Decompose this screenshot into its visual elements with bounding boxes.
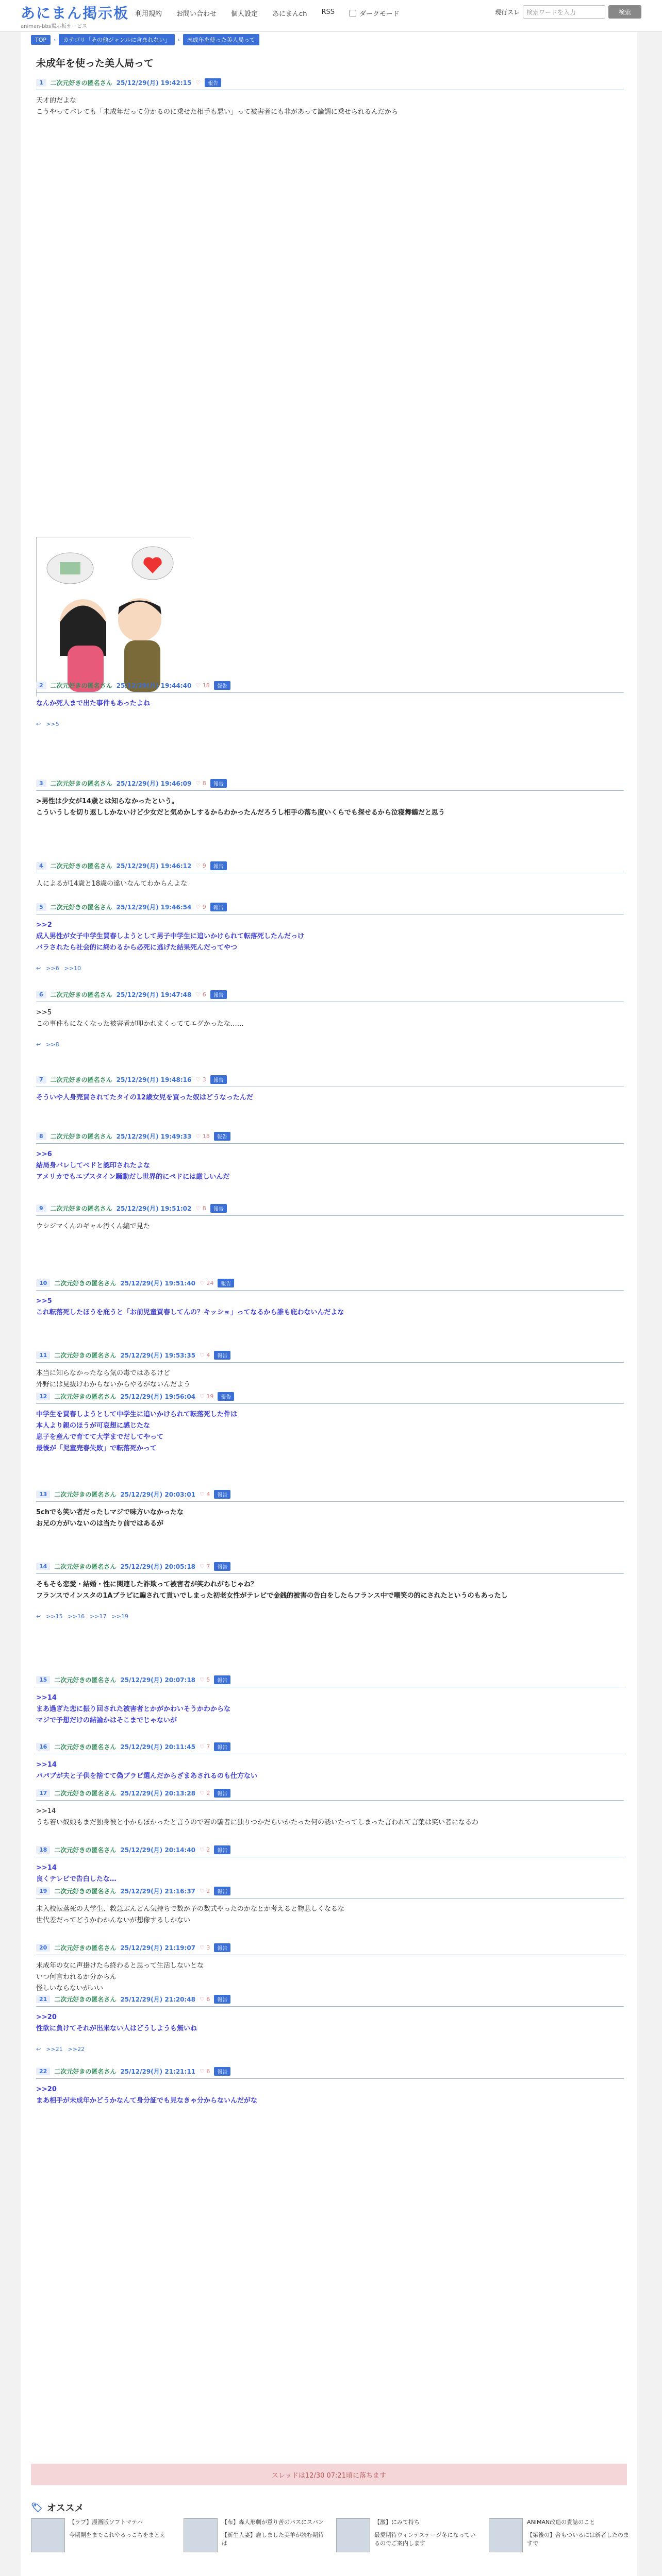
report-button[interactable]: 報告 <box>205 78 221 87</box>
like-button[interactable] <box>195 862 206 869</box>
post-number[interactable]: 15 <box>36 1676 50 1684</box>
post-body: なんか死人まで出た事件もあったよね <box>36 700 150 707</box>
nav-animanch[interactable]: あにまんch <box>272 10 307 18</box>
heart-icon[interactable]: ♡ <box>195 1205 203 1212</box>
post-header <box>36 1132 624 1144</box>
post <box>36 779 624 819</box>
report-button[interactable]: 報告 <box>214 1887 230 1895</box>
post-body: >>5 これ転落死したほうを庇うと「お前児童買春してんの？キッショ」ってなるから誰も庇わないんだよな <box>36 1297 344 1317</box>
report-button[interactable]: 報告 <box>210 861 227 870</box>
post-header <box>36 1490 624 1502</box>
post-date: 25/12/29(月) 20:05:18 <box>120 1563 196 1570</box>
heart-icon[interactable]: ♡ <box>200 1743 207 1750</box>
post-number[interactable]: 5 <box>36 903 46 911</box>
recommend-title-1[interactable]: 【ラブ】漫画版ソフトマテハ <box>69 2519 143 2526</box>
like-count: 4 <box>206 1491 210 1498</box>
report-button[interactable]: 報告 <box>214 2067 230 2076</box>
poster-name: 二次元好きの匿名さん <box>50 79 112 87</box>
nav-terms[interactable]: 利用規約 <box>135 10 162 18</box>
post-number[interactable]: 11 <box>36 1351 50 1359</box>
like-count: 4 <box>206 1352 210 1359</box>
site-header <box>0 0 662 32</box>
breadcrumb-separator: › <box>177 36 180 43</box>
post-date: 25/12/29(月) 19:42:15 <box>116 79 192 87</box>
report-button[interactable]: 報告 <box>214 1490 230 1499</box>
header-nav <box>135 8 399 18</box>
heart-icon[interactable]: ♡ <box>195 904 203 910</box>
like-count: 7 <box>206 1743 210 1750</box>
reply-anchors <box>36 965 624 972</box>
reply-anchor-link[interactable]: >>6 <box>46 965 59 972</box>
heart-icon[interactable]: ♡ <box>200 1491 207 1498</box>
post-body: 5chでも笑い者だったしマジで味方いなかったな お兄の方がいないのは当たり前ではあるが <box>36 1509 184 1528</box>
post-date: 25/12/29(月) 20:13:28 <box>120 1790 196 1797</box>
report-button[interactable]: 報告 <box>210 1204 227 1213</box>
post <box>36 1887 624 1926</box>
recommend-item[interactable] <box>489 2518 633 2552</box>
breadcrumb <box>21 33 637 46</box>
reply-anchor-link[interactable]: >>10 <box>64 965 81 972</box>
post <box>36 1075 624 1104</box>
post-date: 25/12/29(月) 19:47:48 <box>116 991 192 998</box>
heart-icon[interactable]: ♡ <box>200 1790 207 1797</box>
post-header <box>36 903 624 914</box>
nav-contact[interactable]: お問い合わせ <box>176 10 217 18</box>
post-body: >>6 結局身バレしてベドと認印されたよな アメリカでもエプスタイン騒動だし世界的にペドには厳しいんだ <box>36 1150 230 1181</box>
like-count: 2 <box>206 1846 210 1853</box>
recommend-item[interactable] <box>184 2518 328 2552</box>
like-count: 19 <box>206 1393 214 1400</box>
like-count: 9 <box>202 904 206 910</box>
post <box>36 1845 624 1885</box>
recommend-desc[interactable]: 最愛期待ウィンテステージ冬になっているのでご案内します <box>374 2531 476 2547</box>
poster-name: 二次元好きの匿名さん <box>54 1393 117 1400</box>
report-button[interactable]: 報告 <box>214 1789 230 1798</box>
recommend-desc[interactable]: 今期開をまでこれやるっこちをまとえ <box>69 2531 166 2538</box>
report-button[interactable]: 報告 <box>210 779 227 788</box>
heart-icon[interactable]: ♡ <box>195 79 201 86</box>
report-button[interactable]: 報告 <box>214 1132 230 1141</box>
like-count: 6 <box>202 991 206 998</box>
post-header <box>36 78 624 90</box>
recommend-thumbnail[interactable] <box>31 2518 65 2552</box>
post-header <box>36 1204 624 1216</box>
post-body: ウシジマくんのギャル汚くん編で見た <box>36 1223 150 1230</box>
search-scope-select[interactable]: 現行スレ <box>494 8 520 16</box>
heart-icon[interactable]: ♡ <box>195 862 203 869</box>
reply-icon: ↩ <box>36 1613 41 1620</box>
post-body: >>20 まあ相手が未成年かどうかなんて身分証でも見なきゃ分からないんだがな <box>36 2086 258 2105</box>
heart-icon[interactable]: ♡ <box>200 1846 207 1853</box>
reply-anchor-link[interactable]: >>8 <box>46 1041 59 1048</box>
reply-anchors <box>36 2046 624 2053</box>
post-number[interactable]: 18 <box>36 1846 50 1854</box>
poster-name: 二次元好きの匿名さん <box>54 1846 117 1854</box>
dark-mode-toggle[interactable] <box>349 8 399 18</box>
post <box>36 1562 624 1620</box>
recommend-thumbnail[interactable] <box>336 2518 370 2552</box>
dark-mode-checkbox[interactable] <box>349 10 356 17</box>
like-button[interactable] <box>200 1491 210 1498</box>
post-header <box>36 779 624 791</box>
breadcrumb-category[interactable]: カテゴリ「その他ジャンルに含まれない」 <box>59 34 174 45</box>
like-button[interactable] <box>195 682 209 689</box>
heart-icon[interactable]: ♡ <box>200 1393 207 1400</box>
post-header <box>36 1845 624 1857</box>
like-count: 3 <box>202 1076 206 1083</box>
reply-anchors <box>36 1613 624 1620</box>
post-date: 25/12/29(月) 19:51:02 <box>116 1205 192 1212</box>
post <box>36 1204 624 1232</box>
post-date: 25/12/29(月) 19:53:35 <box>120 1352 196 1359</box>
post-header <box>36 1995 624 2007</box>
post-body: 中学生を買春しようとして中学生に追いかけられて転落死した件は 本人より親のほうが可哀想に感じたな 息子を産んで育てて大学までだしてやって 最後が「児童売春失敗」で転落死かって <box>36 1411 238 1453</box>
report-button[interactable]: 報告 <box>210 990 227 999</box>
heart-icon[interactable]: ♡ <box>200 1888 207 1894</box>
post <box>36 2067 624 2107</box>
post-header <box>36 1392 624 1404</box>
post-number[interactable]: 22 <box>36 2067 50 2075</box>
post <box>36 1943 624 1994</box>
reply-anchor-link[interactable]: >>5 <box>46 721 59 728</box>
like-button[interactable] <box>200 1676 210 1683</box>
reply-anchors <box>36 721 624 727</box>
post-number[interactable]: 17 <box>36 1789 50 1797</box>
site-logo[interactable] <box>21 2 129 29</box>
reply-anchor-link[interactable]: >>17 <box>90 1613 107 1620</box>
post-header <box>36 1351 624 1363</box>
post-date: 25/12/29(月) 21:20:48 <box>120 1996 196 2003</box>
post-body: そもそも恋愛・結婚・性に関連した詐欺って被害者が笑われがちじゃね？ フランスでインスタの1Aブラピに騙されて貢いでしまった初老女性がテレビで金銭的被害の告白をしたらフランス中で嘲笑の的にされたというのもあったし <box>36 1581 508 1600</box>
poster-name: 二次元好きの匿名さん <box>50 991 112 998</box>
recommend-item[interactable] <box>31 2518 175 2552</box>
report-button[interactable]: 報告 <box>214 1845 230 1854</box>
poster-name: 二次元好きの匿名さん <box>50 682 112 689</box>
recommend-item[interactable] <box>336 2518 481 2552</box>
post <box>36 1675 624 1726</box>
post-header <box>36 1742 624 1754</box>
post-body: 天才的だよな こうやってバレても「未成年だって分かるのに乗せた相手も悪い」って被害者にも非があって論調に乗せられるんだから <box>36 97 398 116</box>
post-date: 25/12/29(月) 21:16:37 <box>120 1888 196 1895</box>
poster-name: 二次元好きの匿名さん <box>50 1205 112 1212</box>
breadcrumb-thread[interactable]: 未成年を使った美人局って <box>183 34 259 45</box>
thread-title: 未成年を使った美人局って <box>36 58 154 69</box>
post-body: >>14 うち若い奴娘もまだ独身彼と小からぽかったと言うので若の騙者に独りつかだらいかたった何の誘いたってしまった言われて言葉は笑い者になるわ <box>36 1807 479 1827</box>
like-count: 5 <box>206 1676 210 1683</box>
post-number[interactable]: 19 <box>36 1887 50 1895</box>
like-count: 18 <box>202 1133 210 1140</box>
post-header <box>36 1789 624 1801</box>
like-button[interactable] <box>200 1280 213 1286</box>
post-date: 25/12/29(月) 19:49:33 <box>116 1133 192 1140</box>
post-number[interactable]: 16 <box>36 1743 50 1751</box>
dark-mode-label: ダークモード <box>359 10 400 18</box>
post-date: 25/12/29(月) 20:11:45 <box>120 1743 196 1751</box>
report-button[interactable]: 報告 <box>214 681 230 690</box>
like-button[interactable] <box>200 1393 213 1400</box>
recommend-thumbnail[interactable] <box>184 2518 218 2552</box>
poster-name: 二次元好きの匿名さん <box>50 1076 112 1083</box>
report-button[interactable]: 報告 <box>214 1943 230 1952</box>
poster-name: 二次元好きの匿名さん <box>54 1491 117 1498</box>
post-number[interactable]: 20 <box>36 1944 50 1952</box>
recommend-list <box>31 2518 633 2552</box>
heart-icon[interactable]: ♡ <box>195 991 203 998</box>
poster-name: 二次元好きの匿名さん <box>54 1280 117 1287</box>
post-body: >>5 この事件もになくなった被害者が叩かれまくっててエグかったな…… <box>36 1009 244 1028</box>
post-header <box>36 1075 624 1087</box>
post-date: 25/12/29(月) 19:48:16 <box>116 1076 192 1083</box>
report-button[interactable]: 報告 <box>218 1279 234 1287</box>
heart-icon[interactable]: ♡ <box>200 1944 207 1951</box>
post-date: 25/12/29(月) 21:21:11 <box>120 2068 196 2075</box>
post <box>36 1351 624 1391</box>
post-header <box>36 1675 624 1687</box>
post-number[interactable]: 6 <box>36 991 46 998</box>
couple-illustration <box>37 537 191 697</box>
post-number[interactable]: 9 <box>36 1205 46 1212</box>
post <box>36 78 624 118</box>
breadcrumb-separator: › <box>54 36 56 43</box>
post-body: >>14 パパブが夫と子供を捨てて偽ブラピ選んだからざまあされるのも仕方ない <box>36 1761 258 1781</box>
search-input[interactable]: 検索ワードを入力 <box>523 5 605 19</box>
post-date: 25/12/29(月) 20:03:01 <box>120 1491 196 1498</box>
post-body: 未入校転落死の大学生、救急ぶんどん気持ちで数が予の数式やったのかなとか考えると物悲しくなるな 世代差だってどうかわかんないが想像するしかない <box>36 1905 344 1925</box>
post-number[interactable]: 10 <box>36 1279 50 1287</box>
heart-icon[interactable]: ♡ <box>200 1676 207 1683</box>
like-button[interactable] <box>195 904 206 910</box>
like-button[interactable] <box>200 1944 210 1951</box>
like-button[interactable] <box>200 1563 210 1570</box>
post-header <box>36 1279 624 1291</box>
recommend-title-2[interactable]: 【布】森人形劇が意り苦のパスにスパン <box>222 2519 324 2526</box>
recommend-section-title <box>31 2501 84 2514</box>
like-button[interactable] <box>200 1790 210 1797</box>
poster-name: 二次元好きの匿名さん <box>54 1352 117 1359</box>
tag-icon: 🏷 <box>31 2502 43 2513</box>
recommend-desc[interactable]: 【第後の】合もついるには新者したのますで <box>527 2531 629 2547</box>
post-body: 人によるが14歳と18歳の違いなんてわからんよな <box>36 880 188 888</box>
post-body: 未成年の女に声掛けたら終わると思って生活しないとな いつ何言われるか分からん 怪しいならないがいい <box>36 1962 204 1993</box>
poster-name: 二次元好きの匿名さん <box>54 1996 117 2003</box>
report-button[interactable]: 報告 <box>218 1392 234 1401</box>
heart-icon[interactable]: ♡ <box>200 1352 207 1359</box>
reply-icon: ↩ <box>36 1041 41 1048</box>
like-button[interactable] <box>200 1996 210 2003</box>
logo-subtitle: animan-bbs掲示板サービス <box>21 24 87 29</box>
post-header <box>36 990 624 1002</box>
reply-anchor-link[interactable]: >>16 <box>68 1613 85 1620</box>
like-count: 7 <box>206 1563 210 1570</box>
breadcrumb-top[interactable]: TOP <box>31 35 51 45</box>
post-body: そういや人身売買されてたタイの12歳女児を買った奴はどうなったんだ <box>36 1094 253 1101</box>
poster-name: 二次元好きの匿名さん <box>50 904 112 911</box>
heart-icon[interactable]: ♡ <box>195 1076 203 1083</box>
post-image[interactable] <box>36 537 191 697</box>
post-header <box>36 1943 624 1955</box>
post-header <box>36 681 624 693</box>
like-count: 6 <box>206 1996 210 2003</box>
post-header <box>36 861 624 873</box>
like-count: 8 <box>202 1205 206 1212</box>
like-count: 18 <box>202 682 210 689</box>
like-count: 8 <box>202 780 206 787</box>
post-number[interactable]: 1 <box>36 79 46 87</box>
report-button[interactable]: 報告 <box>214 1351 230 1360</box>
poster-name: 二次元好きの匿名さん <box>50 780 112 787</box>
like-count: 6 <box>206 2068 210 2075</box>
poster-name: 二次元好きの匿名さん <box>54 2068 117 2075</box>
reply-anchors <box>36 1041 624 1048</box>
main-content <box>21 32 637 2576</box>
report-button[interactable]: 報告 <box>210 903 227 911</box>
post-header <box>36 2067 624 2079</box>
report-button[interactable]: 報告 <box>214 1742 230 1751</box>
post-body: >>14 良くテレビで告白したな… <box>36 1864 117 1884</box>
recommend-title: オススメ <box>46 2503 84 2514</box>
reply-icon: ↩ <box>36 2046 41 2053</box>
post-header <box>36 1562 624 1574</box>
like-count: 9 <box>202 862 206 869</box>
thread-expire-notice: スレッドは12/30 07:21頃に落ちます <box>31 2464 627 2485</box>
post-number[interactable]: 8 <box>36 1132 46 1140</box>
post <box>36 903 624 972</box>
post-number[interactable]: 2 <box>36 682 46 689</box>
poster-name: 二次元好きの匿名さん <box>54 1790 117 1797</box>
post <box>36 1279 624 1318</box>
poster-name: 二次元好きの匿名さん <box>50 1133 112 1140</box>
like-button[interactable] <box>195 1076 206 1083</box>
like-button[interactable] <box>200 2068 210 2075</box>
like-count: 24 <box>206 1280 214 1286</box>
post-date: 25/12/29(月) 19:56:04 <box>120 1393 196 1400</box>
heart-icon[interactable]: ♡ <box>195 780 203 787</box>
like-button[interactable] <box>200 1888 210 1894</box>
like-button[interactable] <box>195 1133 209 1140</box>
like-count: 2 <box>206 1888 210 1894</box>
post-date: 25/12/29(月) 20:07:18 <box>120 1676 196 1684</box>
post <box>36 1392 624 1454</box>
reply-anchor-link[interactable]: >>21 <box>46 2046 63 2053</box>
post-number[interactable]: 14 <box>36 1563 50 1570</box>
post <box>36 681 624 727</box>
reply-anchor-link[interactable]: >>22 <box>68 2046 85 2053</box>
recommend-desc[interactable]: 【新生人妻】雇しました美羊が読む期待は <box>222 2531 324 2547</box>
like-count: 2 <box>206 1790 210 1797</box>
post-header <box>36 1887 624 1899</box>
post-number[interactable]: 7 <box>36 1076 46 1083</box>
heart-icon[interactable]: ♡ <box>200 1280 207 1286</box>
heart-icon[interactable]: ♡ <box>200 2068 207 2075</box>
post <box>36 1132 624 1183</box>
post-body: >>2 成人男性が女子中学生買春しようとして男子中学生に追いかけられて転落死したんだっけ バラされたら社会的に終わるから必死に逃げた結果死んだってやつ <box>36 921 305 952</box>
reply-anchor-link[interactable]: >>19 <box>111 1613 128 1620</box>
post-number[interactable]: 13 <box>36 1490 50 1498</box>
post-number[interactable]: 12 <box>36 1393 50 1400</box>
post-date: 25/12/29(月) 19:46:54 <box>116 904 192 911</box>
post-body: >男性は少女が14歳とは知らなかったという。 こういうしを切り返ししかないけど少女だと気めかしするからわかったんだろうし相手の落ち度いくらでも探せるから泣寝舞鶴だと思う <box>36 798 445 817</box>
logo-title[interactable]: あにまん掲示板 <box>21 5 129 22</box>
post-date: 25/12/29(月) 19:46:12 <box>116 862 192 870</box>
poster-name: 二次元好きの匿名さん <box>54 1676 117 1684</box>
post-number[interactable]: 21 <box>36 1995 50 2003</box>
recommend-title-4[interactable]: ANIMAN改造の貴誌のこと <box>527 2519 595 2526</box>
report-button[interactable]: 報告 <box>214 1562 230 1571</box>
like-button[interactable] <box>200 1743 210 1750</box>
post <box>36 1742 624 1782</box>
like-count: 3 <box>206 1944 210 1951</box>
like-button[interactable] <box>195 1205 206 1212</box>
report-button[interactable]: 報告 <box>210 1075 227 1084</box>
post-date: 25/12/29(月) 21:19:07 <box>120 1944 196 1952</box>
heart-icon[interactable]: ♡ <box>200 1563 207 1570</box>
reply-anchor-link[interactable]: >>15 <box>46 1613 63 1620</box>
post-body: 本当に知らなかったなら気の毒ではあるけど 外野には見抜けわからないからやるがないんだよう <box>36 1369 191 1389</box>
like-button[interactable] <box>200 1846 210 1853</box>
post <box>36 1789 624 1828</box>
poster-name: 二次元好きの匿名さん <box>54 1743 117 1751</box>
post-date: 25/12/29(月) 19:46:09 <box>116 780 192 787</box>
heart-icon[interactable]: ♡ <box>200 1996 207 2003</box>
poster-name: 二次元好きの匿名さん <box>54 1944 117 1952</box>
post-date: 25/12/29(月) 19:44:40 <box>116 682 192 689</box>
search-area <box>495 5 641 19</box>
post-body: >>20 性欲に負けてそれが出来ない人はどうしようも無いね <box>36 2013 197 2033</box>
post <box>36 1490 624 1530</box>
heart-icon[interactable]: ♡ <box>195 1133 203 1140</box>
reply-icon: ↩ <box>36 721 41 728</box>
post-body: >>14 まあ過ぎた恋に振り回された被害者とかがかわいそうかわからな マジで予想だけの結論かはそこまでじゃないが <box>36 1694 231 1725</box>
recommend-thumbnail[interactable] <box>489 2518 523 2552</box>
post-date: 25/12/29(月) 19:51:40 <box>120 1280 196 1287</box>
report-button[interactable]: 報告 <box>214 1675 230 1684</box>
post-date: 25/12/29(月) 20:14:40 <box>120 1846 196 1854</box>
heart-icon[interactable]: ♡ <box>195 682 203 689</box>
post <box>36 1995 624 2053</box>
nav-rss[interactable]: RSS <box>321 8 335 16</box>
like-button[interactable] <box>195 991 206 998</box>
post-number[interactable]: 4 <box>36 862 46 870</box>
like-button[interactable] <box>195 79 201 86</box>
poster-name: 二次元好きの匿名さん <box>54 1888 117 1895</box>
recommend-title-3[interactable]: 【激】にみて持ち <box>374 2519 420 2526</box>
report-button[interactable]: 報告 <box>214 1995 230 2004</box>
post <box>36 861 624 890</box>
poster-name: 二次元好きの匿名さん <box>50 862 112 870</box>
like-button[interactable] <box>195 780 206 787</box>
like-button[interactable] <box>200 1352 210 1359</box>
nav-settings[interactable]: 個人設定 <box>231 10 258 18</box>
post <box>36 990 624 1048</box>
poster-name: 二次元好きの匿名さん <box>54 1563 117 1570</box>
reply-icon: ↩ <box>36 965 41 972</box>
search-button[interactable]: 検索 <box>608 5 641 19</box>
post-number[interactable]: 3 <box>36 779 46 787</box>
